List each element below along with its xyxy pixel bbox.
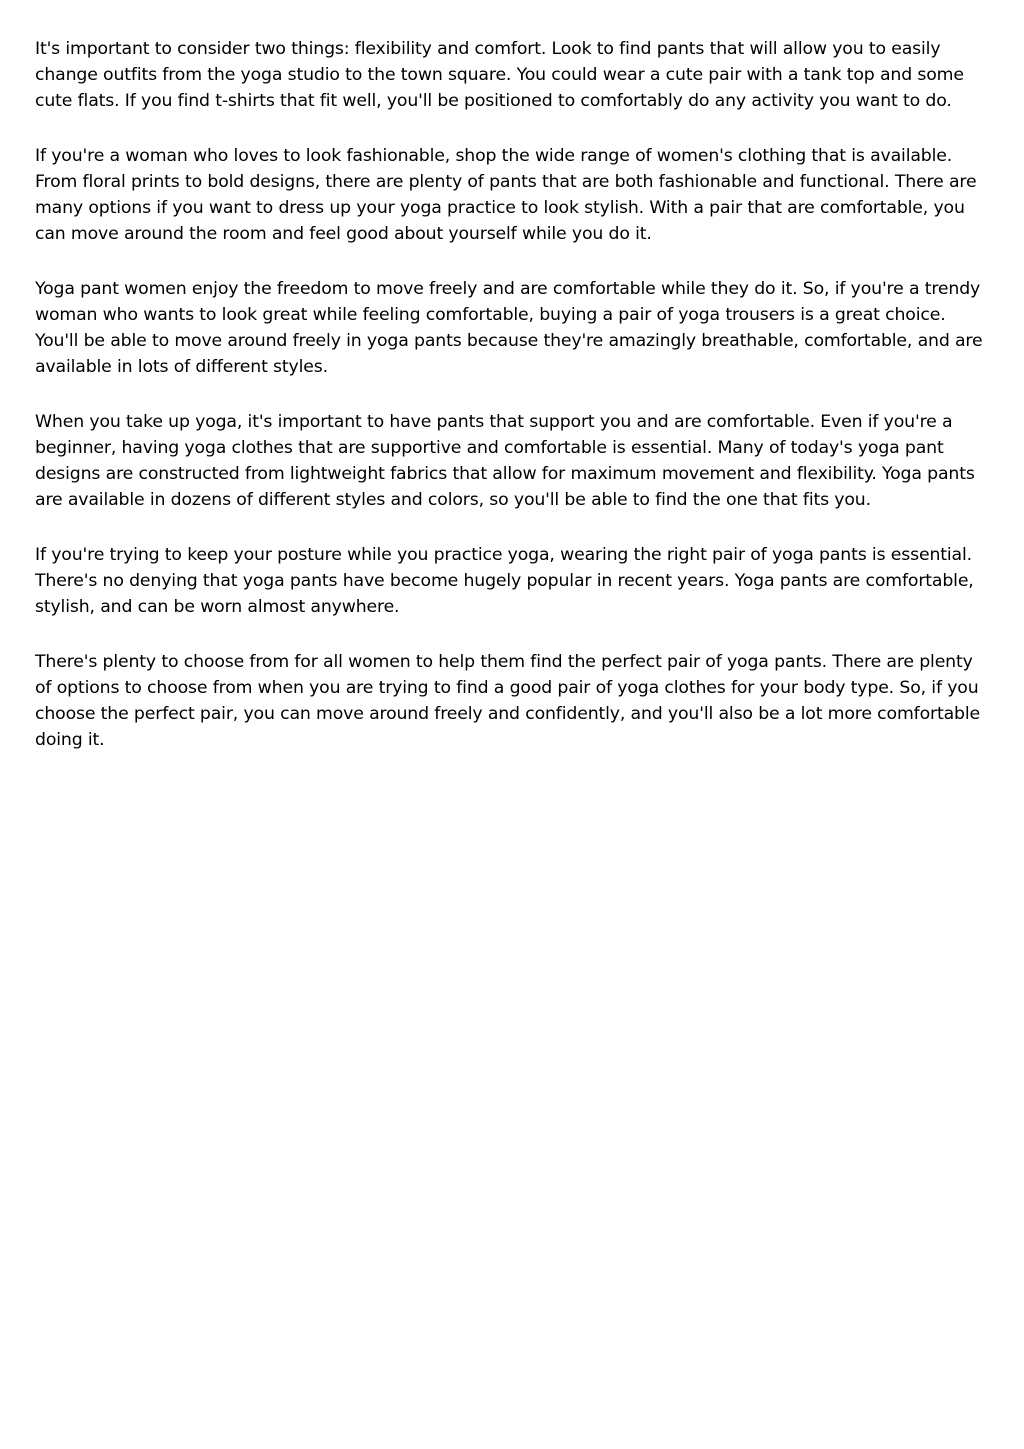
paragraph-1: It's important to consider two things: flexibility and comfort. Look to find pants that will allow you to easily change outfits from the yoga studio to the town square. You could wear a cute pair with a tank top and some cute flats. If you find t-shirts that fit well, you'll be positioned to comfortably do any activity you want to do. [35, 39, 964, 111]
document-body [35, 36, 991, 782]
paragraph-6: There's plenty to choose from for all women to help them find the perfect pair of yoga pants. There are plenty of options to choose from when you are trying to find a good pair of yoga clothes for your body type. So, if you choose the perfect pair, you can move around freely and confidently, and you'll also be a lot more comfortable doing it. [35, 652, 980, 750]
paragraph-5: If you're trying to keep your posture while you practice yoga, wearing the right pair of yoga pants is essential. There's no denying that yoga pants have become hugely popular in recent years. Yoga pants are comfortable, stylish, and can be worn almost anywhere. [35, 545, 974, 617]
paragraph-4: When you take up yoga, it's important to have pants that support you and are comfortable. Even if you're a beginner, having yoga clothes that are supportive and comfortable is essential. Many of today's yoga pant designs are constructed from lightweight fabrics that allow for maximum movement and flexibility. Yoga pants are available in dozens of different styles and colors, so you'll be able to find the one that fits you. [35, 412, 975, 510]
paragraph-3: Yoga pant women enjoy the freedom to move freely and are comfortable while they do it. So, if you're a trendy woman who wants to look great while feeling comfortable, buying a pair of yoga trousers is a great choice. You'll be able to move around freely in yoga pants because they're amazingly breathable, comfortable, and are available in lots of different styles. [35, 279, 983, 377]
paragraph-2: If you're a woman who loves to look fashionable, shop the wide range of women's clothing that is available. From floral prints to bold designs, there are plenty of pants that are both fashionable and functional. There are many options if you want to dress up your yoga practice to look stylish. With a pair that are comfortable, you can move around the room and feel good about yourself while you do it. [35, 146, 977, 244]
